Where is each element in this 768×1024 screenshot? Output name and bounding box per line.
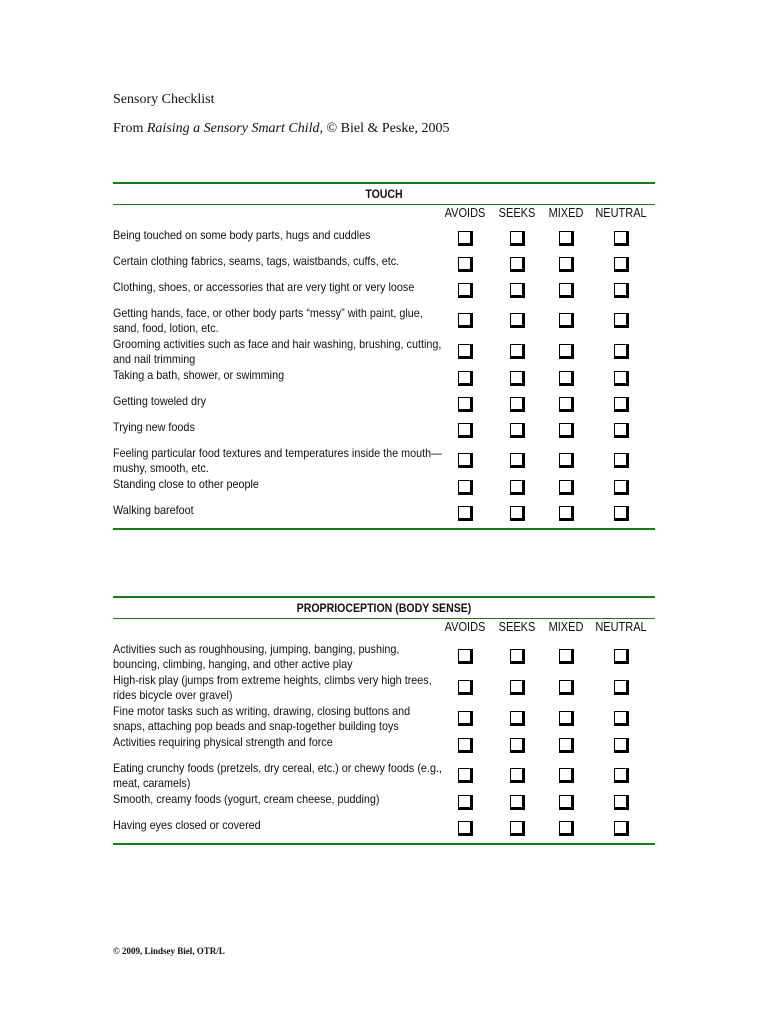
checkbox-neutral[interactable]: [614, 795, 629, 810]
row-label: Eating crunchy foods (pretzels, dry cereal, etc.) or chewy foods (e.g., meat, caramels): [113, 761, 442, 790]
checkbox-mixed[interactable]: [559, 738, 574, 753]
checkbox-mixed[interactable]: [559, 649, 574, 664]
checklist-row: [113, 476, 655, 502]
checkbox-mixed[interactable]: [559, 344, 574, 359]
checkbox-avoids[interactable]: [458, 397, 473, 412]
checkbox-seeks[interactable]: [510, 480, 525, 495]
document-source: [113, 121, 450, 137]
checkbox-neutral[interactable]: [614, 313, 629, 328]
checklist-row: [113, 641, 655, 672]
checkbox-seeks[interactable]: [510, 257, 525, 272]
checklist-row: [113, 703, 655, 734]
checkbox-neutral[interactable]: [614, 821, 629, 836]
column-header-seeks: SEEKS: [498, 206, 536, 220]
checkbox-avoids[interactable]: [458, 738, 473, 753]
checkbox-mixed[interactable]: [559, 313, 574, 328]
column-header-mixed: MIXED: [548, 206, 584, 220]
checkbox-mixed[interactable]: [559, 453, 574, 468]
checkbox-mixed[interactable]: [559, 506, 574, 521]
row-label: Certain clothing fabrics, seams, tags, waistbands, cuffs, etc.: [113, 254, 400, 268]
row-label: Activities such as roughhousing, jumping, banging, pushing, bouncing, climbing, hanging, and other active play: [113, 642, 400, 671]
checkbox-seeks[interactable]: [510, 453, 525, 468]
row-label: Fine motor tasks such as writing, drawing, closing buttons and snaps, attaching pop beads and snap-together building toys: [113, 704, 411, 733]
checklist-row: [113, 305, 655, 336]
section-bottom-rule: [113, 528, 655, 530]
column-header-neutral: NEUTRAL: [595, 206, 647, 220]
checklist-row: [113, 672, 655, 703]
section-bottom-rule: [113, 843, 655, 845]
checklist-row: [113, 336, 655, 367]
checkbox-neutral[interactable]: [614, 257, 629, 272]
checkbox-neutral[interactable]: [614, 453, 629, 468]
source-book-title: Raising a Sensory Smart Child,: [146, 121, 324, 136]
checklist-rows: [113, 227, 655, 528]
row-label: High-risk play (jumps from extreme heights, climbs very high trees, rides bicycle over gravel): [113, 673, 432, 702]
checkbox-neutral[interactable]: [614, 649, 629, 664]
checkbox-mixed[interactable]: [559, 795, 574, 810]
checkbox-avoids[interactable]: [458, 680, 473, 695]
section-title: TOUCH: [365, 187, 403, 201]
checkbox-mixed[interactable]: [559, 680, 574, 695]
column-header-neutral: NEUTRAL: [595, 620, 647, 634]
checkbox-avoids[interactable]: [458, 371, 473, 386]
row-label: Smooth, creamy foods (yogurt, cream cheese, pudding): [113, 792, 380, 806]
checkbox-neutral[interactable]: [614, 283, 629, 298]
checklist-row: [113, 253, 655, 279]
source-suffix: © Biel & Peske, 2005: [323, 121, 450, 136]
row-label: Grooming activities such as face and hair washing, brushing, cutting, and nail trimming: [113, 337, 442, 366]
checklist-row: [113, 227, 655, 253]
checkbox-avoids[interactable]: [458, 423, 473, 438]
checkbox-neutral[interactable]: [614, 480, 629, 495]
document-title: Sensory Checklist: [113, 92, 215, 107]
checkbox-seeks[interactable]: [510, 313, 525, 328]
checkbox-avoids[interactable]: [458, 453, 473, 468]
checkbox-neutral[interactable]: [614, 768, 629, 783]
checkbox-seeks[interactable]: [510, 344, 525, 359]
row-label: Standing close to other people: [113, 477, 259, 491]
checkbox-mixed[interactable]: [559, 711, 574, 726]
row-label: Getting toweled dry: [113, 394, 207, 408]
checkbox-mixed[interactable]: [559, 423, 574, 438]
column-header-avoids: AVOIDS: [444, 206, 486, 220]
checkbox-seeks[interactable]: [510, 821, 525, 836]
checkbox-avoids[interactable]: [458, 821, 473, 836]
checklist-row: [113, 419, 655, 445]
checkbox-seeks[interactable]: [510, 423, 525, 438]
section-title: PROPRIOCEPTION (BODY SENSE): [296, 601, 472, 615]
column-header-mixed: MIXED: [548, 620, 584, 634]
checklist-row: [113, 279, 655, 305]
column-header-seeks: SEEKS: [498, 620, 536, 634]
checkbox-avoids[interactable]: [458, 231, 473, 246]
row-label: Trying new foods: [113, 420, 195, 434]
checkbox-mixed[interactable]: [559, 821, 574, 836]
row-label: Taking a bath, shower, or swimming: [113, 368, 285, 382]
checkbox-neutral[interactable]: [614, 371, 629, 386]
column-headers: [113, 205, 655, 227]
checkbox-avoids[interactable]: [458, 480, 473, 495]
copyright-footer: © 2009, Lindsey Biel, OTR/L: [113, 946, 225, 956]
checkbox-seeks[interactable]: [510, 711, 525, 726]
checklist-row: [113, 734, 655, 760]
checklist-row: [113, 367, 655, 393]
row-label: Feeling particular food textures and temperatures inside the mouth—mushy, smooth, etc.: [113, 446, 442, 475]
row-label: Getting hands, face, or other body parts “messy” with paint, glue, sand, food, lotion, etc.: [113, 306, 423, 335]
checkbox-avoids[interactable]: [458, 711, 473, 726]
checkbox-neutral[interactable]: [614, 711, 629, 726]
row-label: Activities requiring physical strength and force: [113, 735, 333, 749]
checkbox-avoids[interactable]: [458, 649, 473, 664]
checkbox-mixed[interactable]: [559, 283, 574, 298]
checkbox-mixed[interactable]: [559, 231, 574, 246]
checkbox-seeks[interactable]: [510, 397, 525, 412]
checkbox-seeks[interactable]: [510, 738, 525, 753]
checklist-row: [113, 445, 655, 476]
checkbox-seeks[interactable]: [510, 506, 525, 521]
checkbox-neutral[interactable]: [614, 680, 629, 695]
checkbox-mixed[interactable]: [559, 397, 574, 412]
checklist-rows: [113, 641, 655, 843]
source-prefix: From: [113, 121, 147, 136]
checkbox-seeks[interactable]: [510, 371, 525, 386]
checkbox-seeks[interactable]: [510, 795, 525, 810]
checkbox-seeks[interactable]: [510, 680, 525, 695]
checkbox-seeks[interactable]: [510, 231, 525, 246]
checkbox-avoids[interactable]: [458, 506, 473, 521]
checkbox-avoids[interactable]: [458, 313, 473, 328]
checkbox-avoids[interactable]: [458, 283, 473, 298]
checkbox-neutral[interactable]: [614, 423, 629, 438]
checkbox-mixed[interactable]: [559, 768, 574, 783]
checkbox-avoids[interactable]: [458, 257, 473, 272]
checkbox-avoids[interactable]: [458, 344, 473, 359]
column-headers: [113, 619, 655, 641]
checkbox-mixed[interactable]: [559, 371, 574, 386]
checkbox-mixed[interactable]: [559, 480, 574, 495]
checkbox-neutral[interactable]: [614, 738, 629, 753]
column-header-avoids: AVOIDS: [444, 620, 486, 634]
checkbox-neutral[interactable]: [614, 231, 629, 246]
checklist-row: [113, 817, 655, 843]
checkbox-avoids[interactable]: [458, 768, 473, 783]
checkbox-avoids[interactable]: [458, 795, 473, 810]
checklist-row: [113, 791, 655, 817]
row-label: Being touched on some body parts, hugs and cuddles: [113, 228, 371, 242]
row-label: Clothing, shoes, or accessories that are very tight or very loose: [113, 280, 415, 294]
checkbox-seeks[interactable]: [510, 768, 525, 783]
section-touch: [113, 182, 655, 530]
checkbox-seeks[interactable]: [510, 283, 525, 298]
checklist-row: [113, 502, 655, 528]
checklist-row: [113, 393, 655, 419]
checklist-row: [113, 760, 655, 791]
checkbox-seeks[interactable]: [510, 649, 525, 664]
checkbox-mixed[interactable]: [559, 257, 574, 272]
checkbox-neutral[interactable]: [614, 344, 629, 359]
checkbox-neutral[interactable]: [614, 397, 629, 412]
checkbox-neutral[interactable]: [614, 506, 629, 521]
section-proprioception: [113, 596, 655, 845]
row-label: Having eyes closed or covered: [113, 818, 261, 832]
row-label: Walking barefoot: [113, 503, 194, 517]
